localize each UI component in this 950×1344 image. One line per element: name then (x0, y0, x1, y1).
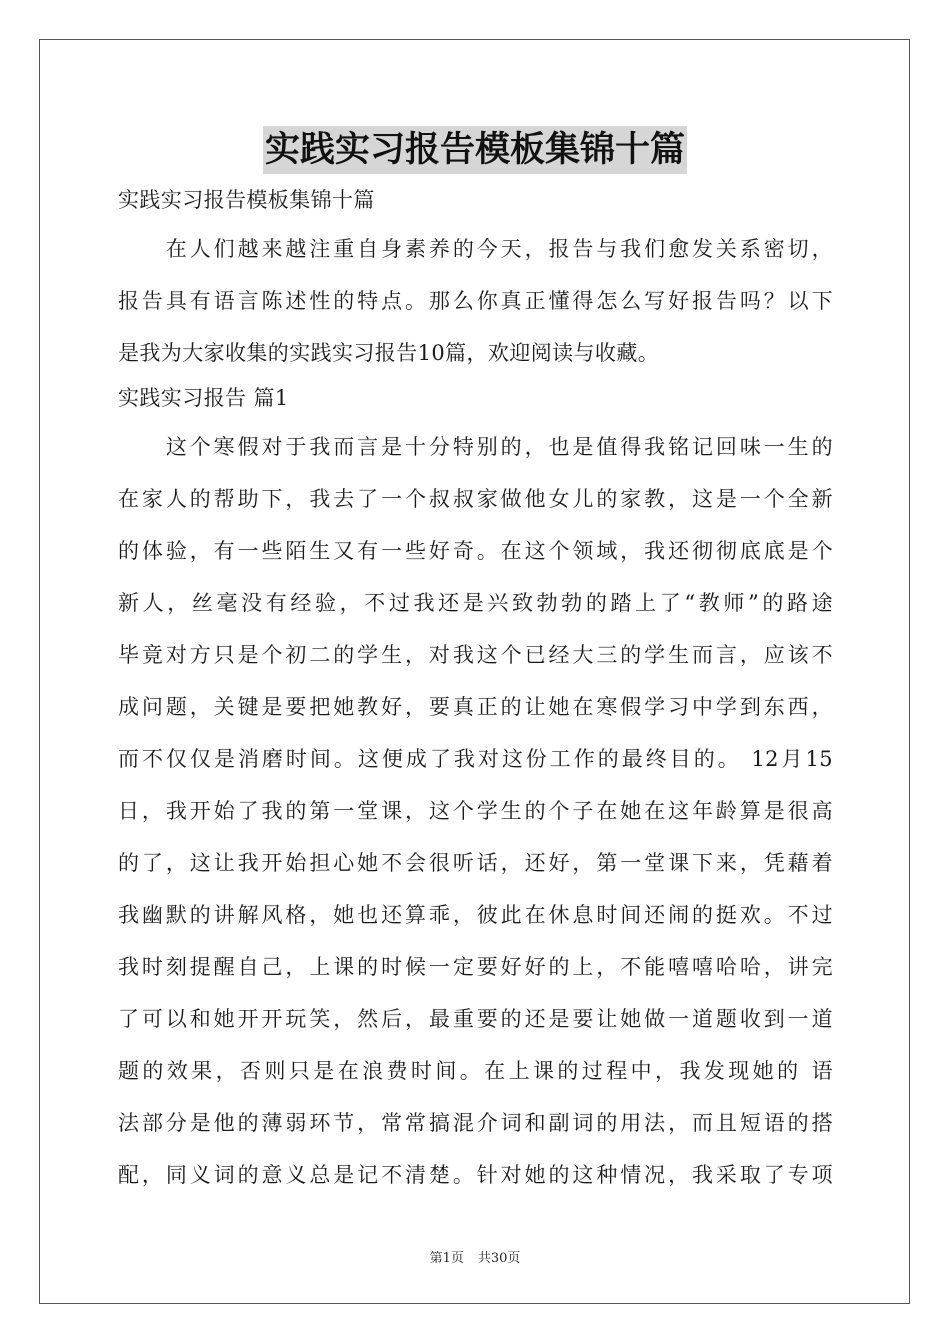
body-line: 配，同义词的意义总是记不清楚。针对她的这种情况，我采取了专项 (118, 1163, 833, 1187)
body-line: 而不仅仅是消磨时间。这便成了我对这份工作的最终目的。 12月15 (118, 747, 833, 771)
intro-line: 报告具有语言陈述性的特点。那么你真正懂得怎么写好报告吗？以下 (118, 289, 833, 313)
page-footer (0, 1247, 950, 1266)
document-title: 实践实习报告模板集锦十篇 (263, 126, 687, 174)
body-line: 日，我开始了我的第一堂课，这个学生的个子在她在这年龄算是很高 (118, 799, 833, 823)
body-line: 题的效果，否则只是在浪费时间。在上课的过程中，我发现她的 语 (118, 1059, 833, 1083)
body-line: 的体验，有一些陌生又有一些好奇。在这个领域，我还彻彻底底是个 (118, 539, 833, 563)
body-line: 毕竟对方只是个初二的学生，对我这个已经大三的学生而言，应该不 (118, 643, 833, 667)
body-line: 我时刻提醒自己，上课的时候一定要好好的上，不能嘻嘻哈哈，讲完 (118, 955, 833, 979)
body-line: 法部分是他的薄弱环节，常常搞混介词和副词的用法，而且短语的搭 (118, 1111, 833, 1135)
body-line: 在家人的帮助下，我去了一个叔叔家做他女儿的家教，这是一个全新 (118, 487, 833, 511)
page-number: 第1页 (429, 1251, 464, 1266)
document-title-wrap (0, 126, 950, 174)
intro-line: 在人们越来越注重自身素养的今天，报告与我们愈发关系密切， (118, 237, 833, 261)
body-line: 成问题，关键是要把她教好，要真正的让她在寒假学习中学到东西， (118, 695, 833, 719)
body-line: 的了，这让我开始担心她不会很听话，还好，第一堂课下来，凭藉着 (118, 851, 833, 875)
document-subtitle: 实践实习报告模板集锦十篇 (118, 188, 375, 212)
body-line: 我幽默的讲解风格，她也还算乖，彼此在休息时间还闹的挺欢。不过 (118, 903, 833, 927)
body-line: 了可以和她开开玩笑，然后，最重要的还是要让她做一道题收到一道 (118, 1007, 833, 1031)
intro-line: 是我为大家收集的实践实习报告10篇，欢迎阅读与收藏。 (118, 341, 660, 365)
body-line: 这个寒假对于我而言是十分特别的，也是值得我铭记回味一生的 (118, 435, 833, 459)
section-heading: 实践实习报告 篇1 (118, 386, 289, 410)
body-line: 新人，丝毫没有经验，不过我还是兴致勃勃的踏上了“教师”的路途 (118, 591, 833, 615)
page-total: 共30页 (477, 1251, 521, 1266)
